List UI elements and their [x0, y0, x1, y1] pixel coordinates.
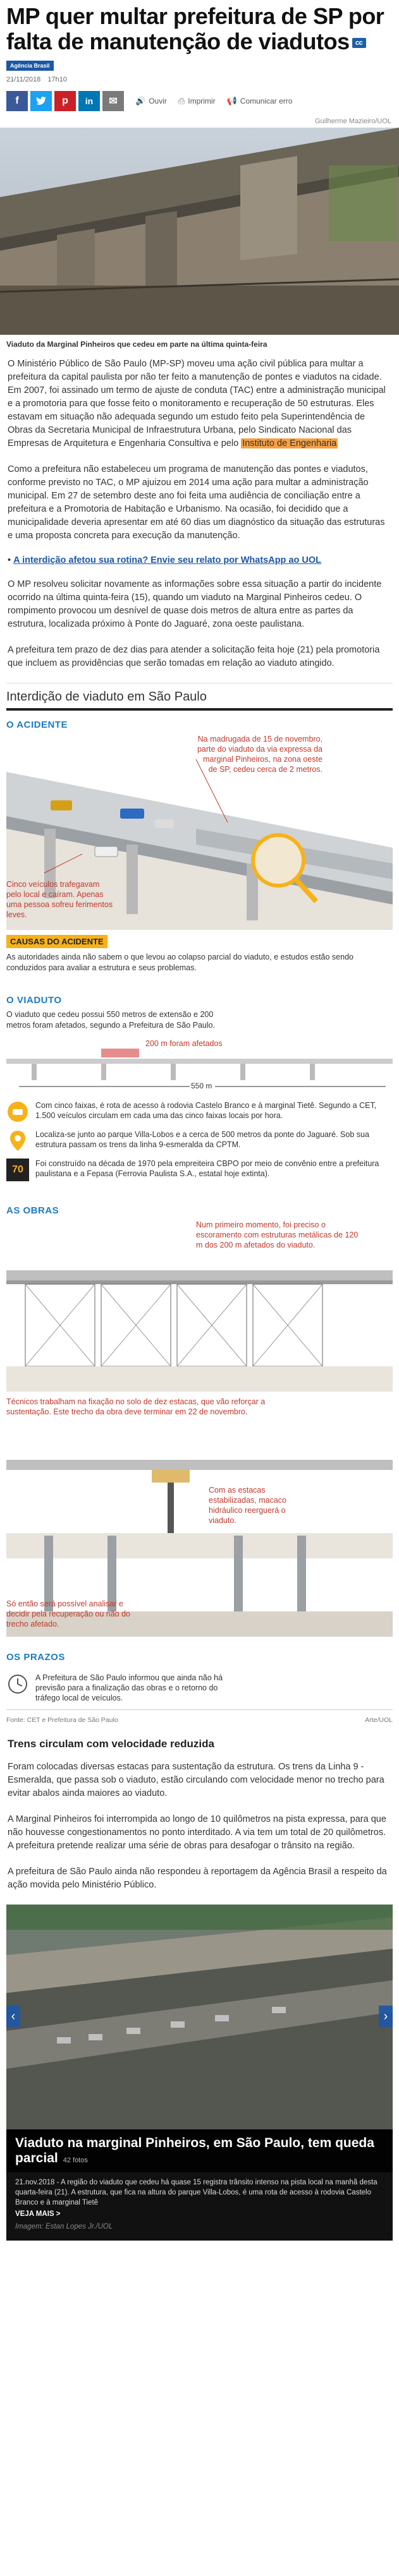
photo-caption: Viaduto da Marginal Pinheiros que cedeu em parte na última quinta-feira	[6, 340, 267, 349]
linkedin-icon: in	[85, 96, 94, 106]
gallery-title: Viaduto na marginal Pinheiros, em São Paulo, tem queda parcial	[15, 2136, 374, 2165]
works-note-4: Só então será possível analisar e decidir pela recuperação ou não do trecho afetado.	[6, 1599, 130, 1628]
paragraph-4: A prefeitura tem prazo de dez dias para atender a solicitação feita hoje (21) pela promotoria que incluem as providências que serão tomadas em relação ao viaduto atingido.	[8, 645, 380, 668]
works-note-1: Num primeiro momento, foi preciso o escoramento com estruturas metálicas de 120 m dos 200 m afetados do viaduto.	[196, 1220, 359, 1249]
section-2-paragraph-1: Foram colocadas diversas estacas para sustentação da estrutura. Os trens da Linha 9 - Esmeralda, que passa sob o viaduto, estão circulando com velocidade menor no trecho para evitar abalos ainda maiores ao viaduto.	[8, 1762, 384, 1798]
works-note-2: Técnicos trabalham na fixação no solo de dez estacas, que vão reforçar a sustentação. Este trecho da obra deve terminar em 22 de novembro.	[6, 1397, 266, 1416]
section-accident-title: O ACIDENTE	[6, 719, 68, 730]
infographic-rule	[6, 708, 393, 711]
source-text: Fonte: CET e Prefeitura de São Paulo	[6, 1716, 118, 1724]
photo-credit: Guilherme Mazieiro/UOL	[314, 117, 391, 125]
paragraph-3: O MP resolveu solicitar novamente as informações sobre essa situação a partir do incidente ocorrido na última quinta-feira (15), quando um viaduto na Marginal Pinheiros cedeu. O rompimento provocou um desnível de quase dois metros de altura entre as partes da estrutura, localizada próximo à Ponte do Jaguaré, zona oeste paulistana.	[8, 579, 382, 629]
viaduct-photo-illustration	[0, 128, 399, 335]
gallery-image[interactable]	[6, 1905, 393, 2129]
infographic-source	[6, 1709, 393, 1728]
email-icon: ✉	[109, 96, 118, 107]
section-viaduct-title: O VIADUTO	[6, 995, 62, 1006]
publish-date: 21/11/2018	[6, 76, 41, 83]
gallery-caption	[6, 2129, 393, 2172]
decade-70-icon: 70	[6, 1159, 29, 1181]
highlighted-text: Instituto de Engenharia	[242, 438, 337, 448]
art-credit: Arte/UOL	[365, 1716, 393, 1724]
facebook-icon: f	[15, 95, 19, 106]
gallery-description	[6, 2172, 393, 2241]
cause-text: As autoridades ainda não sabem o que levou ao colapso parcial do viaduto, e estudos estão sendo conduzidos para avaliar a estrutura e seus problemas.	[6, 953, 353, 972]
main-photo	[0, 128, 399, 335]
print-button[interactable]	[178, 96, 216, 106]
gallery-prev-button[interactable]: ‹	[6, 2006, 20, 2027]
linkedin-share-button[interactable]	[78, 91, 100, 111]
gallery-photo-illustration	[6, 1905, 393, 2129]
twitter-share-button[interactable]	[30, 91, 52, 111]
article-body	[0, 358, 399, 670]
print-label: Imprimir	[188, 97, 216, 105]
section-2-body	[0, 1760, 399, 1892]
report-error-label: Comunicar erro	[240, 97, 293, 105]
twitter-icon	[36, 97, 46, 105]
section-works-title: AS OBRAS	[6, 1205, 59, 1216]
accident-note: Na madrugada de 15 de novembro, parte do viaduto da via expressa da marginal Pinheiros, na zona oeste de SP, cedeu cerca de 2 metros.	[197, 735, 322, 774]
gallery-desc-text: 21.nov.2018 - A região do viaduto que cedeu há quase 15 registra trânsito intenso na pista local na manhã desta quarta-feira (21). A estrutura, que fica na altura do parque Villa-Lobos, é uma rota de acesso à rodovia Castelo Branco e à marginal Tietê	[15, 2179, 378, 2206]
gallery-count: 42 fotos	[63, 2157, 88, 2164]
photo-gallery[interactable]	[6, 1905, 393, 2241]
deadlines-row	[6, 1673, 393, 1703]
legend-2-text: Localiza-se junto ao parque Villa-Lobos e a cerca de 500 metros da ponte do Jaguaré. Sob sua estrutura passam os trens da linha 9-esmeralda da CPTM.	[35, 1130, 369, 1149]
paragraph-2: Como a prefeitura não estabeleceu um programa de manutenção das pontes e viadutos, conforme previsto no TAC, o MP ajuizou em 2014 uma ação para multar a administração municipal. Em 27 de setembro deste ano foi feita uma audiência de conciliação entre a prefeitura e a Promotoria de Habitação e Urbanismo. Na ocasião, foi decidido que a municipalidade deveria apresentar em até 60 dias um diagnóstico da situação das estruturas e uma proposta concreta para execução da manutenção.	[8, 464, 385, 541]
deadlines-text: A Prefeitura de São Paulo informou que ainda não há previsão para a finalização das obras e o retorno do tráfego local de veículos.	[35, 1673, 223, 1702]
pinterest-share-button[interactable]	[54, 91, 76, 111]
section-2-paragraph-3: A prefeitura de São Paulo ainda não respondeu à reportagem da Agência Brasil a respeito da ação movida pelo Ministério Público.	[8, 1867, 387, 1890]
section-2-paragraph-2: A Marginal Pinheiros foi interrompida ao longo de 10 quilômetros na pista expressa, para que não houvesse congestionamentos no ponto interditado. A via tem um total de 20 quilômetros. A prefeitura pretende realizar uma série de obras para desafogar o trânsito na região.	[8, 1814, 386, 1851]
whatsapp-link[interactable]: A interdição afetou sua rotina? Envie seu relato por WhatsApp ao UOL	[13, 555, 321, 565]
length-label: 550 m	[191, 1081, 212, 1090]
viaduct-text: O viaduto que cedeu possui 550 metros de extensão e 200 metros foram afetados, segundo a Prefeitura de São Paulo.	[6, 1010, 216, 1030]
legend-1-text: Com cinco faixas, é rota de acesso à rodovia Castelo Branco e à marginal Tietê. Segundo a CET, 1.500 veículos circulam em cada uma das cinco faixas locais por hora.	[35, 1101, 377, 1120]
paragraph-1-text: O Ministério Público de São Paulo (MP-SP) moveu uma ação civil pública para multar a prefeitura da capital paulista por não ter feito a manutenção de pontes e viadutos na cidade. Em 2007, foi assinado um termo de ajuste de conduta (TAC) entre a administração municipal e a promotoria para que fosse feito o monitoramento e recuperação de 50 estruturas. Eles estavam em situação não adequada segundo um estudo feito pela Superintendência de Obras da Secretaria Municipal de Infraestrutura Urbana, pelo Sindicato Nacional das Empresas de Arquitetura e Engenharia Consultiva e pelo	[8, 359, 386, 448]
gallery-credit: Imagem: Estan Lopes Jr./UOL	[15, 2223, 113, 2230]
gallery-next-button[interactable]: ›	[379, 2006, 393, 2027]
listen-label: Ouvir	[149, 97, 167, 105]
car-icon	[6, 1100, 29, 1123]
printer-icon: ⎙	[178, 96, 185, 105]
cars-note: Cinco veículos trafegavam pelo local e caíram. Apenas uma pessoa sofreu ferimentos leves.	[6, 880, 113, 919]
pinterest-icon: p	[62, 95, 68, 106]
works-illustration	[6, 1220, 393, 1637]
paragraph-1	[0, 358, 399, 450]
email-share-button[interactable]	[102, 91, 124, 111]
works-note-3: Com as estacas estabilizadas, macaco hidráulico reerguerá o viaduto.	[209, 1486, 286, 1525]
creative-commons-icon: cc	[352, 38, 366, 48]
clock-icon	[6, 1673, 29, 1695]
gallery-more-link[interactable]: VEJA MAIS >	[15, 2210, 61, 2218]
section-2-heading: Trens circulam com velocidade reduzida	[8, 1738, 214, 1750]
cause-tag: CAUSAS DO ACIDENTE	[6, 935, 107, 948]
location-pin-icon	[6, 1129, 29, 1152]
date-row	[0, 71, 399, 83]
viaduct-length-diagram	[6, 1037, 393, 1094]
article-headline	[0, 0, 399, 54]
works-diagram	[6, 1220, 393, 1637]
publish-time: 17h10	[47, 76, 67, 83]
legend-row-1	[6, 1100, 393, 1123]
headline-text: MP quer multar prefeitura de SP por falta de manutenção de viadutos	[6, 3, 384, 54]
infographic	[6, 683, 393, 1728]
affected-label: 200 m foram afetados	[145, 1039, 223, 1048]
accident-illustration	[6, 734, 393, 930]
facebook-share-button[interactable]	[6, 91, 28, 111]
megaphone-icon: 📢	[226, 96, 237, 105]
section-deadlines-title: OS PRAZOS	[6, 1652, 65, 1663]
legend-row-3	[6, 1159, 393, 1181]
legend-3-text: Foi construído na década de 1970 pela empreiteira CBPO por meio de convênio entre a prefeitura paulistana e a Fepasa (Ferrovia Paulista S.A., estatal hoje extinta).	[35, 1159, 379, 1178]
report-error-button[interactable]	[227, 96, 293, 106]
source-badge[interactable]: Agência Brasil	[6, 61, 54, 71]
speaker-icon: 🔊	[135, 96, 146, 105]
whatsapp-bullet: • A interdição afetou sua rotina? Envie seu relato por WhatsApp ao UOL	[8, 555, 321, 565]
infographic-title: Interdição de viaduto em São Paulo	[6, 690, 207, 704]
listen-button[interactable]	[135, 96, 167, 106]
share-toolbar	[0, 83, 399, 112]
legend-row-2	[6, 1129, 393, 1152]
